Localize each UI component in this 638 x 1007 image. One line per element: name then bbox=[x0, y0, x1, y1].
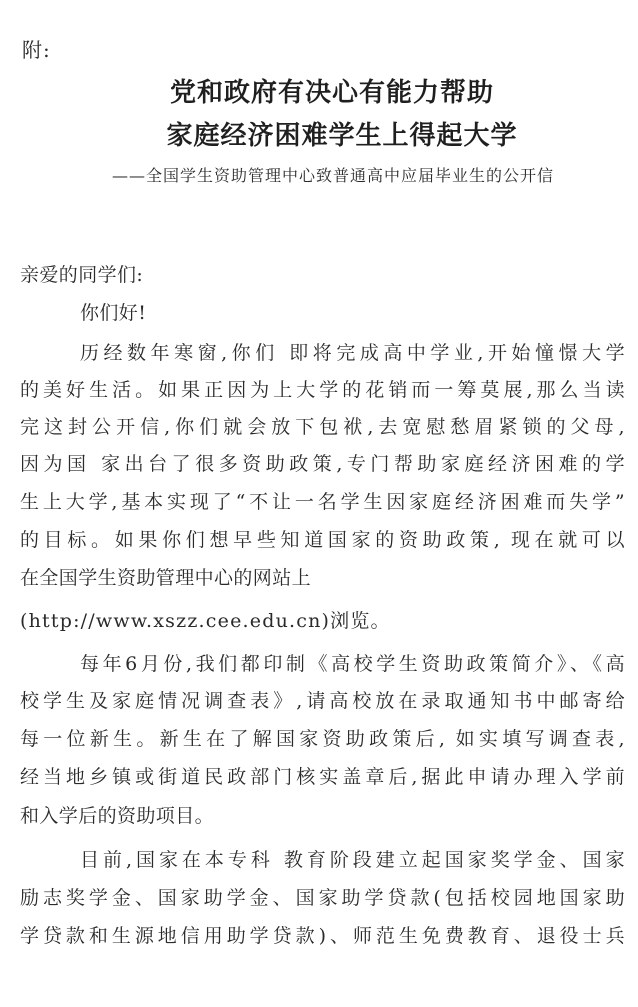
body-line: 生上大学,基本实现了“不让一名学生因家庭经济困难而失学” bbox=[20, 491, 625, 513]
salutation: 亲爱的同学们: bbox=[20, 264, 144, 286]
subtitle: ——全国学生资助管理中心致普通高中应届毕业生的公开信 bbox=[112, 166, 555, 185]
title-line-2: 家庭经济困难学生上得起大学 bbox=[166, 121, 518, 151]
body-line: 和入学后的资助项目。 bbox=[20, 805, 215, 827]
body-line: 的目标。如果你们想早些知道国家的资助政策, 现在就可以 bbox=[20, 529, 625, 551]
body-line: 每年6月份,我们都印制《高校学生资助政策简介》、《高 bbox=[80, 653, 625, 675]
body-line: 目前,国家在本专科 教育阶段建立起国家奖学金、国家 bbox=[80, 849, 625, 871]
body-line: 校学生及家庭情况调查表》,请高校放在录取通知书中邮寄给 bbox=[20, 690, 625, 712]
annex-label: 附: bbox=[22, 38, 51, 62]
body-line: 在全国学生资助管理中心的网站上 bbox=[20, 567, 312, 589]
website-link-line: (http://www.xszz.cee.edu.cn)浏览。 bbox=[20, 610, 391, 632]
body-line: 经当地乡镇或街道民政部门核实盖章后,据此申请办理入学前 bbox=[20, 766, 625, 788]
body-line: 完这封公开信,你们就会放下包袱,去宽慰愁眉紧锁的父母, bbox=[20, 416, 625, 438]
body-line: 励志奖学金、国家助学金、国家助学贷款(包括校园地国家助 bbox=[20, 887, 625, 909]
greeting: 你们好! bbox=[80, 302, 147, 324]
body-line: 学贷款和生源地信用助学贷款)、师范生免费教育、退役士兵 bbox=[20, 925, 625, 947]
body-line: 因为国 家出台了很多资助政策,专门帮助家庭经济困难的学 bbox=[20, 453, 625, 475]
body-line: 每一位新生。新生在了解国家资助政策后, 如实填写调查表, bbox=[20, 728, 625, 750]
body-line: 的美好生活。如果正因为上大学的花销而一筹莫展,那么当读 bbox=[20, 379, 625, 401]
title-line-1: 党和政府有决心有能力帮助 bbox=[169, 78, 494, 108]
body-line: 历经数年寒窗,你们 即将完成高中学业,开始憧憬大学 bbox=[80, 342, 625, 364]
